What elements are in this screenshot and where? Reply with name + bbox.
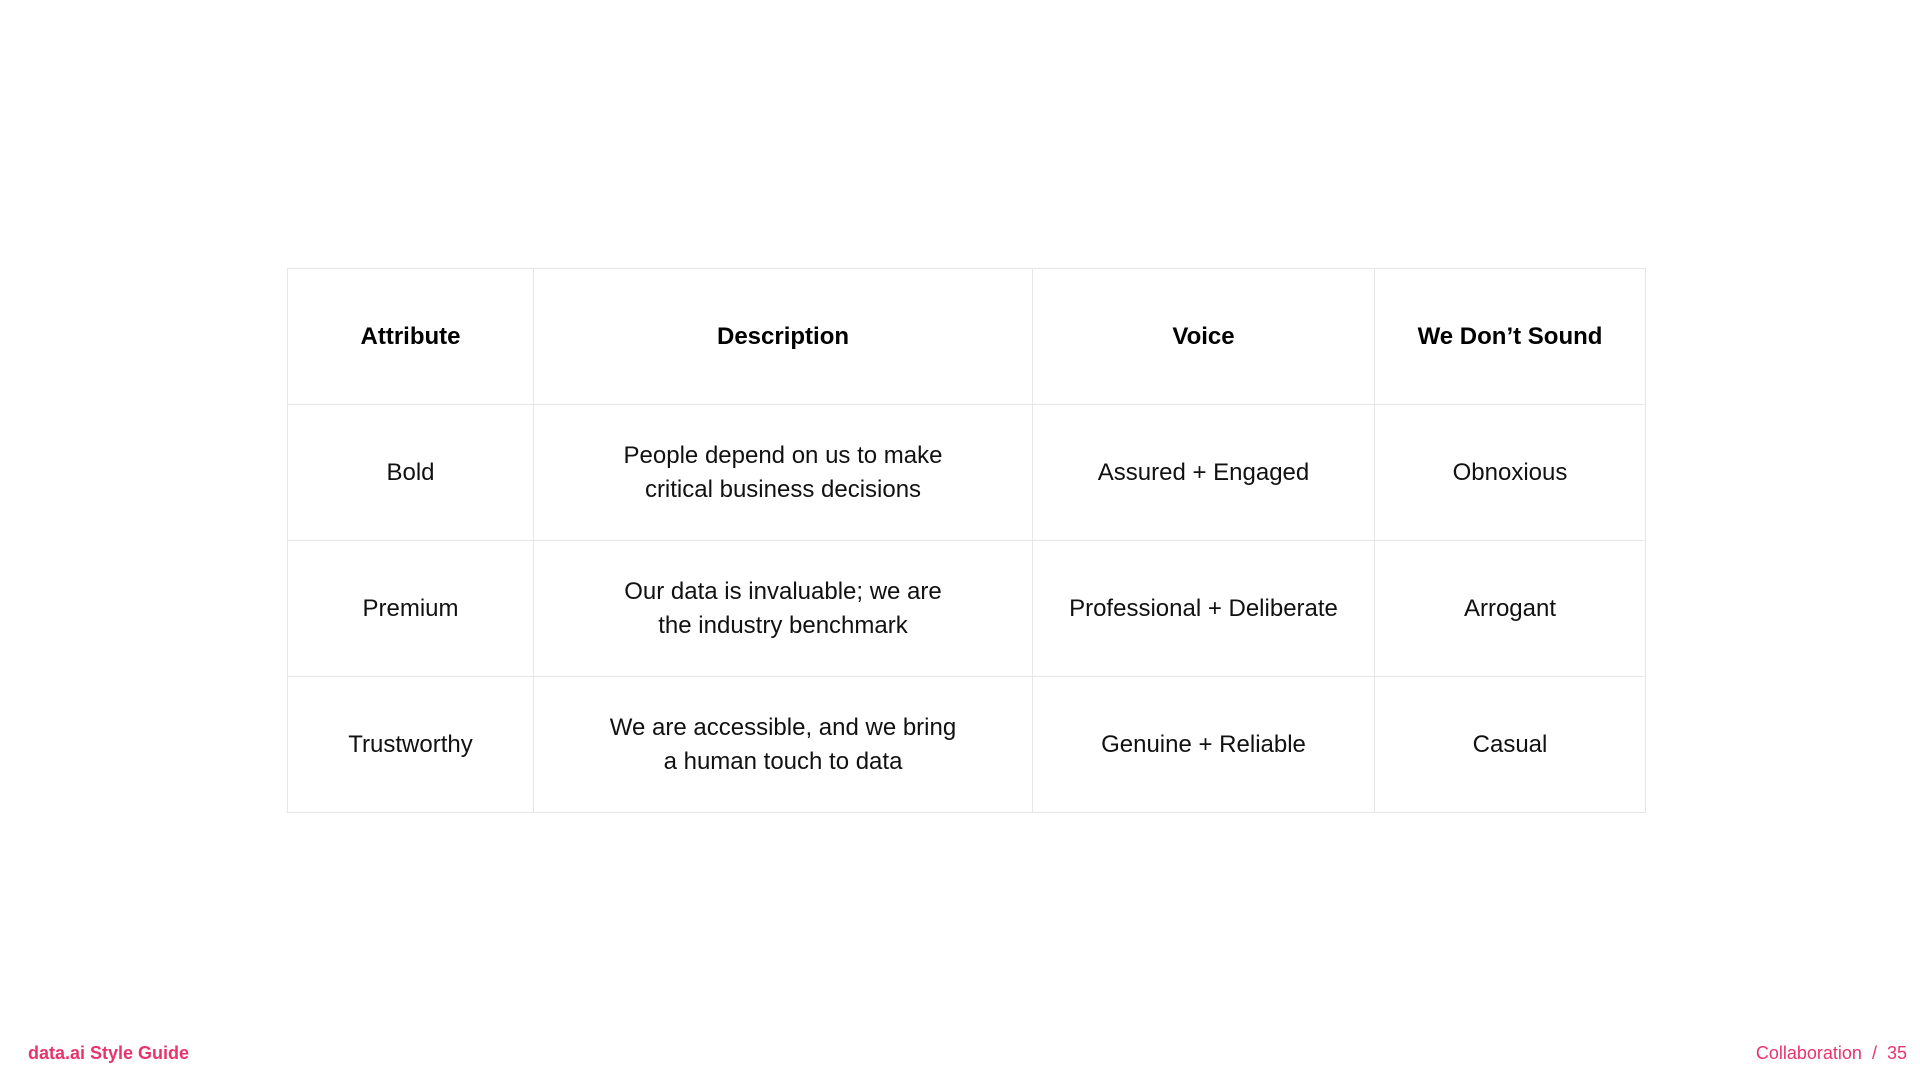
- description-line: critical business decisions: [644, 475, 922, 503]
- voice-attributes-table: [287, 268, 1646, 813]
- cell-dont-sound: Obnoxious: [1375, 405, 1646, 541]
- cell-voice: Professional + Deliberate: [1033, 541, 1375, 677]
- table-row: [288, 405, 1646, 541]
- footer-page-number: 35: [1886, 1043, 1907, 1063]
- cell-voice: Genuine + Reliable: [1033, 677, 1375, 813]
- footer-separator: /: [1871, 1043, 1877, 1063]
- header-we-dont-sound: We Don’t Sound: [1375, 269, 1646, 405]
- cell-dont-sound: Casual: [1375, 677, 1646, 813]
- cell-attribute: Bold: [288, 405, 534, 541]
- description-line: Our data is invaluable; we are: [624, 577, 942, 605]
- footer-brand: data.ai Style Guide: [28, 1043, 190, 1063]
- description-line: the industry benchmark: [658, 611, 908, 639]
- header-description: Description: [534, 269, 1033, 405]
- header-attribute: Attribute: [288, 269, 534, 405]
- cell-description: [534, 405, 1033, 541]
- footer-section: Collaboration: [1755, 1043, 1862, 1063]
- cell-description: [534, 677, 1033, 813]
- table-row: [288, 541, 1646, 677]
- table-row: [288, 677, 1646, 813]
- cell-dont-sound: Arrogant: [1375, 541, 1646, 677]
- description-line: a human touch to data: [663, 747, 903, 775]
- description-line: We are accessible, and we bring: [609, 713, 957, 741]
- cell-description: [534, 541, 1033, 677]
- cell-attribute: Premium: [288, 541, 534, 677]
- cell-voice: Assured + Engaged: [1033, 405, 1375, 541]
- description-line: People depend on us to make: [623, 441, 943, 469]
- footer-page-info: [1756, 1043, 1907, 1064]
- header-voice: Voice: [1033, 269, 1375, 405]
- table-header-row: [288, 269, 1646, 405]
- cell-attribute: Trustworthy: [288, 677, 534, 813]
